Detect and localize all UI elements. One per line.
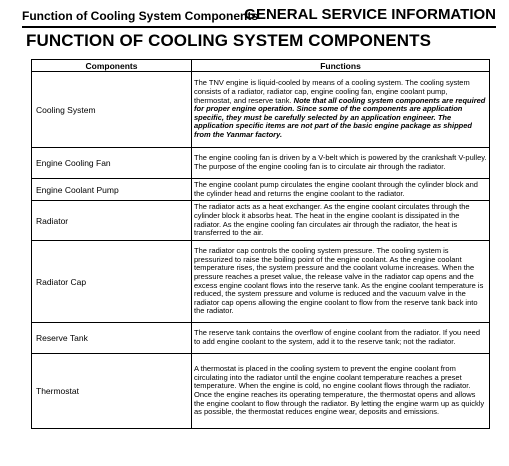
- component-function: A thermostat is placed in the cooling system to prevent the engine coolant from circulating into the radiator until the engine coolant temperature reaches a preset temperature. When the engine is cold, no engine coolant flows through the radiator. Once the engine reaches its operating temperature, the thermostat opens and allows the engine coolant to flow through the radiator. By letting the engine warm up as quickly as possible, the thermostat reduces engine wear, deposits and emissions.: [192, 354, 490, 429]
- table-row: [32, 179, 490, 201]
- component-function: The radiator cap controls the cooling system pressure. The cooling system is pressurized to raise the boiling point of the engine coolant. As the engine coolant temperature rises, the system pressure and the coolant volume increases. When the pressure reaches a preset value, the release valve in the radiator cap opens and the excess engine coolant flows into the reserve tank. As the engine coolant temperature is reduced, the system pressure and volume is reduced and the vacuum valve in the radiator cap opens allowing the engine coolant to flow from the reserve tank back into the radiator.: [192, 241, 490, 323]
- chapter-title: GENERAL SERVICE INFORMATION: [244, 6, 496, 23]
- section-title: Function of Cooling System Components: [22, 9, 258, 23]
- component-name: Engine Cooling Fan: [32, 148, 192, 179]
- column-header-components: Components: [32, 60, 192, 72]
- component-name: Reserve Tank: [32, 323, 192, 354]
- table-row: [32, 148, 490, 179]
- component-name: Radiator Cap: [32, 241, 192, 323]
- component-name: Cooling System: [32, 72, 192, 148]
- component-name: Engine Coolant Pump: [32, 179, 192, 201]
- page-header: [22, 6, 496, 28]
- table-header-row: [32, 60, 490, 72]
- table-row: [32, 201, 490, 241]
- component-name: Radiator: [32, 201, 192, 241]
- component-function: [192, 72, 490, 148]
- component-function: The engine cooling fan is driven by a V-belt which is powered by the crankshaft V-pulley. The purpose of the engine cooling fan is to circulate air through the radiator.: [192, 148, 490, 179]
- table-row: [32, 72, 490, 148]
- page-title: FUNCTION OF COOLING SYSTEM COMPONENTS: [26, 31, 432, 50]
- components-table: [31, 59, 490, 429]
- component-function: The engine coolant pump circulates the engine coolant through the cylinder block and the cylinder head and returns the engine coolant to the radiator.: [192, 179, 490, 201]
- function-note: Note that all cooling system components are required for proper engine operation. Since some of the components are application specific, they must be carefully selected by an application engineer. The application specific items are not part of the basic engine package as shipped from the Yanmar factory.: [194, 95, 486, 139]
- component-name: Thermostat: [32, 354, 192, 429]
- table-row: [32, 241, 490, 323]
- function-text: The TNV engine is liquid-cooled by means of a cooling system. The cooling system consists of a radiator, radiator cap, engine cooling fan, engine coolant pump, thermostat, and reserve tank.: [194, 78, 470, 105]
- table-row: [32, 323, 490, 354]
- column-header-functions: Functions: [192, 60, 490, 72]
- table-row: [32, 354, 490, 429]
- component-function: The reserve tank contains the overflow of engine coolant from the radiator. If you need to add engine coolant to the system, add it to the reserve tank; not the radiator.: [192, 323, 490, 354]
- component-function: The radiator acts as a heat exchanger. As the engine coolant circulates through the cylinder block it absorbs heat. The heat in the engine coolant is dissipated in the radiator. As the engine cooling fan circulates air through the radiator, the heat is transferred to the air.: [192, 201, 490, 241]
